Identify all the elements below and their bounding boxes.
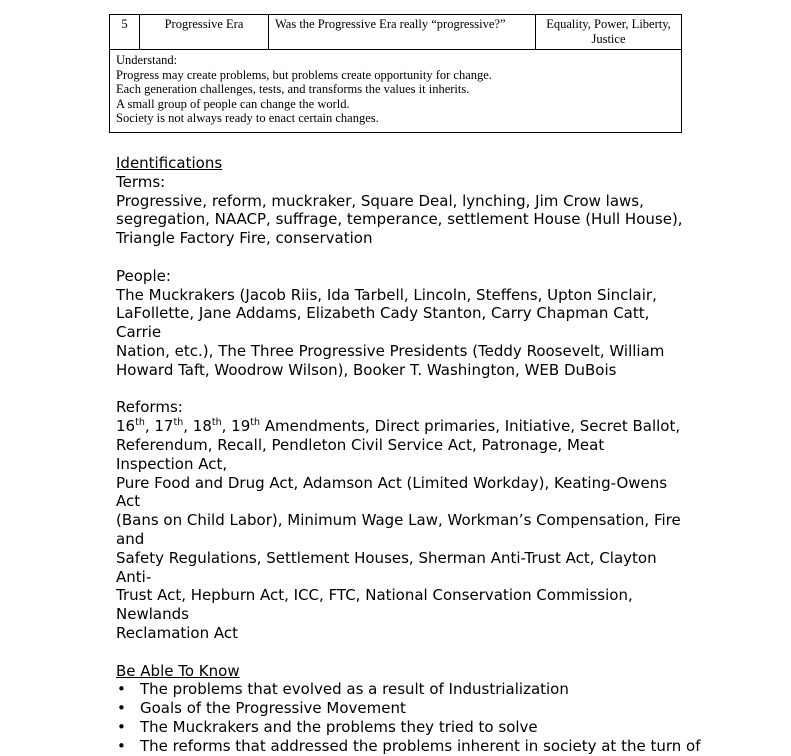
be-able-to-know-heading: Be Able To Know <box>116 661 240 680</box>
spacer <box>116 380 686 399</box>
people-line: Howard Taft, Woodrow Wilson), Booker T. Washington, WEB DuBois <box>116 360 617 379</box>
amendments-rest: Amendments, Direct primaries, Initiative, Secret Ballot, <box>260 417 681 436</box>
people-label: People: <box>116 266 171 285</box>
know-item-text: The Muckrakers and the problems they tried to solve <box>140 717 538 736</box>
bullet-icon: • <box>117 699 126 718</box>
identifications-heading: Identifications <box>116 154 223 172</box>
essential-question: Was the Progressive Era really “progressive?” <box>269 15 536 50</box>
spacer <box>116 248 686 267</box>
understand-item: A small group of people can change the world. <box>116 96 350 111</box>
amendment-number: 16 <box>116 417 136 436</box>
understand-cell <box>110 50 682 133</box>
know-list <box>116 680 701 755</box>
reforms-line: (Bans on Child Labor), Minimum Wage Law, Workman’s Compensation, Fire and <box>116 511 681 548</box>
reforms-line: Trust Act, Hepburn Act, ICC, FTC, National Conservation Commission, Newlands <box>116 586 633 624</box>
terms-line: Progressive, reform, muckraker, Square Deal, lynching, Jim Crow laws, <box>116 191 644 210</box>
unit-table <box>109 14 682 133</box>
reforms-line: Pure Food and Drug Act, Adamson Act (Limited Workday), Keating-Owens Act <box>116 473 668 511</box>
reforms-line: Reclamation Act <box>116 623 239 642</box>
unit-row <box>110 15 682 50</box>
understand-label: Understand: <box>116 53 178 67</box>
know-list-item <box>116 736 701 756</box>
know-item-text: The reforms that addressed the problems inherent in society at the turn of <box>140 736 701 755</box>
unit-name: Progressive Era <box>140 15 269 50</box>
people-line: Nation, etc.), The Three Progressive Presidents (Teddy Roosevelt, William <box>116 341 665 360</box>
unit-number: 5 <box>110 15 140 50</box>
reforms-line: Referendum, Recall, Pendleton Civil Service Act, Patronage, Meat Inspection Act, <box>116 435 605 473</box>
know-list-item <box>116 699 686 718</box>
people-line: LaFollette, Jane Addams, Elizabeth Cady Stanton, Carry Chapman Catt, Carrie <box>116 304 650 342</box>
ordinal-suffix: th <box>173 417 184 429</box>
understand-item: Society is not always ready to enact certain changes. <box>116 111 379 125</box>
amendment-number: 18 <box>192 417 212 436</box>
understand-row <box>110 50 682 133</box>
ordinal-suffix: th <box>135 417 145 429</box>
concepts-line: Equality, Power, Liberty, <box>546 17 671 31</box>
document-body <box>116 154 701 756</box>
understand-item: Progress may create problems, but problems create opportunity for change. <box>116 67 492 82</box>
know-list-item <box>116 680 686 699</box>
bullet-icon: • <box>117 736 126 755</box>
ordinal-suffix: th <box>250 417 261 429</box>
concepts-cell <box>536 15 682 50</box>
terms-line: Triangle Factory Fire, conservation <box>116 229 373 248</box>
people-line: The Muckrakers (Jacob Riis, Ida Tarbell, Lincoln, Steffens, Upton Sinclair, <box>116 285 657 304</box>
know-item-text: The problems that evolved as a result of Industrialization <box>140 680 569 699</box>
terms-label: Terms: <box>116 172 166 191</box>
ordinal-suffix: th <box>211 417 222 429</box>
reforms-label: Reforms: <box>116 398 183 417</box>
reforms-line: 16th, 17th, 18th, 19th Amendments, Direct primaries, Initiative, Secret Ballot, <box>116 417 681 436</box>
concepts-line: Justice <box>591 31 626 46</box>
know-item-text: Goals of the Progressive Movement <box>140 699 406 718</box>
bullet-icon: • <box>117 717 126 736</box>
amendment-number: 17 <box>154 417 174 436</box>
reforms-line: Safety Regulations, Settlement Houses, Sherman Anti-Trust Act, Clayton Anti- <box>116 548 657 586</box>
spacer <box>116 643 686 662</box>
amendment-number: 19 <box>231 417 251 436</box>
bullet-icon: • <box>117 680 126 699</box>
know-list-item <box>116 718 686 737</box>
terms-line: segregation, NAACP, suffrage, temperance, settlement House (Hull House), <box>116 210 683 229</box>
understand-item: Each generation challenges, tests, and transforms the values it inherits. <box>116 82 470 96</box>
